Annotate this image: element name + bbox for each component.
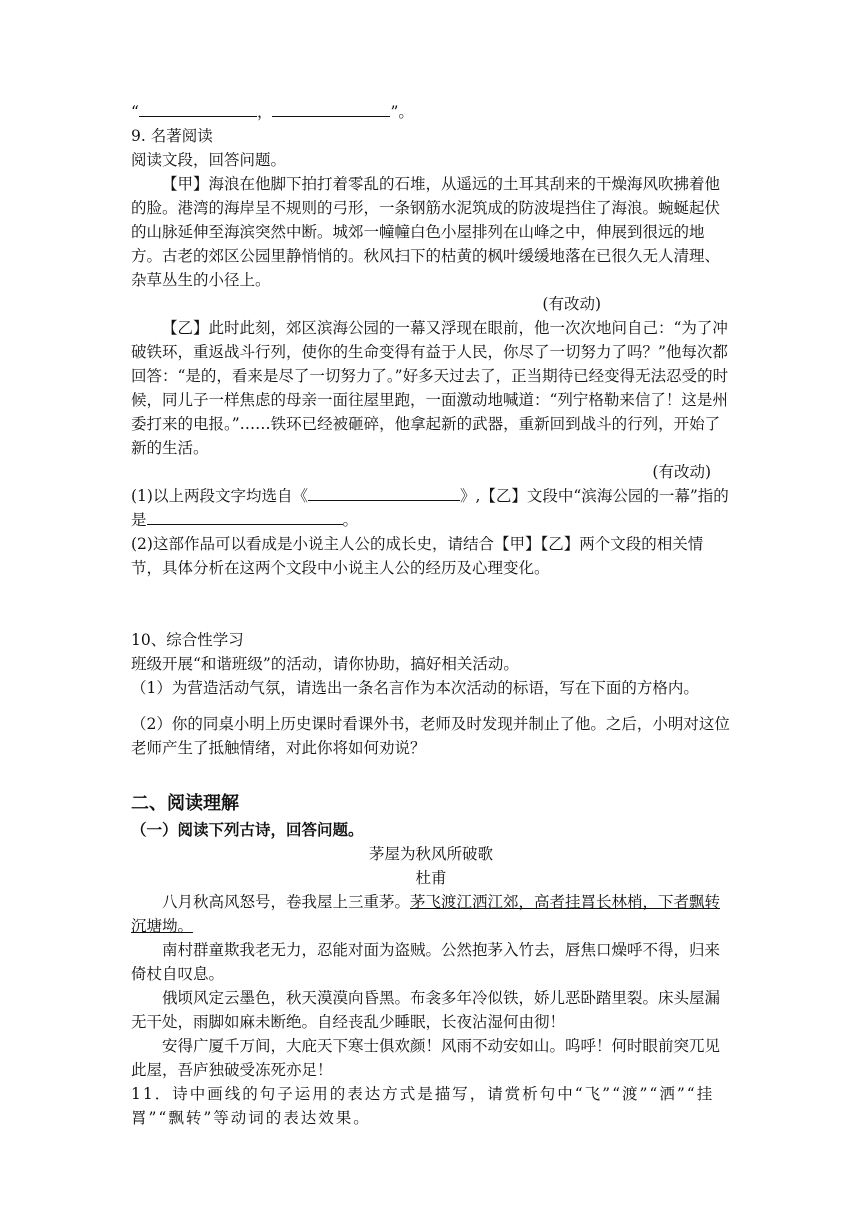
answer-space[interactable]	[131, 580, 731, 628]
poem-title: 茅屋为秋风所破歌	[368, 845, 493, 863]
stanza-text: 八月秋高风怒号，卷我屋上三重茅。	[162, 893, 411, 911]
poem-stanza: 安得广厦千万间，大庇天下寒士俱欢颜！风雨不动安如山。呜呼！何时眼前突兀见此屋，吾庐独破受冻死亦足！	[131, 1037, 721, 1079]
q10-sub1: （1）为营造活动气氛，请选出一条名言作为本次活动的标语，写在下面的方格内。	[131, 679, 699, 697]
comma: ，	[256, 103, 273, 121]
q10-title: 10、综合性学习	[131, 631, 244, 649]
poem-stanza: 南村群童欺我老无力，忍能对面为盗贼。公然抱茅入竹去，唇焦口燥呼不得，归来倚杖自叹息。	[131, 941, 721, 983]
q11: 11．诗中画线的句子运用的表达方式是描写，请赏析句中“飞”“渡”“洒”“挂罥”“飘转”等动词的表达效果。	[131, 1085, 715, 1127]
answer-space[interactable]	[131, 760, 731, 790]
book-title-blank[interactable]	[308, 484, 460, 501]
q9-sub1-text: (1)以上两段文字均选自《	[131, 487, 308, 505]
q9-sub1-text: 》,【乙】文段中“滨海公园的一幕”指的是	[131, 487, 729, 529]
q9-instruction: 阅读文段，回答问题。	[131, 151, 287, 169]
fill-in-line	[131, 100, 731, 124]
passage-yi: 【乙】此时此刻，郊区滨海公园的一幕又浮现在眼前，他一次次地问自己：“为了冲破铁环，重返战斗行列，使你的生命变得有益于人民，你尽了一切努力了吗？”他每次都回答：“是的，看来是尽了一切努力了。”好多天过去了，正当期待已经变得无法忍受的时候，同儿子一样焦虑的母亲一面往屋里跑，一面激动地喊道：“列宁格勒来信了！这是州委打来的电报。”……铁环已经被砸碎，他拿起新的武器，重新回到战斗的行列，开始了新的生活。	[131, 319, 729, 457]
section-part-heading: （一）阅读下列古诗，回答问题。	[131, 820, 364, 839]
poem-stanza	[131, 890, 731, 938]
q10-intro: 班级开展“和谐班级”的活动，请你协助，搞好相关活动。	[131, 655, 519, 673]
open-quote: “	[131, 103, 139, 121]
q10-sub2: （2）你的同桌小明上历史课时看课外书，老师及时发现并制止了他。之后，小明对这位老师产生了抵触情绪，对此你将如何劝说？	[131, 715, 730, 757]
document-page	[131, 100, 731, 1130]
poem-author: 杜甫	[415, 869, 447, 887]
q9-title: 9. 名著阅读	[131, 127, 213, 145]
answer-blank[interactable]	[147, 508, 343, 525]
q9-sub1-text: 。	[342, 511, 359, 529]
modified-note: (有改动)	[542, 295, 601, 313]
close-quote: ”。	[390, 103, 414, 121]
answer-blank[interactable]	[139, 100, 257, 117]
q9-sub1	[131, 484, 731, 532]
q9-sub2: (2)这部作品可以看成是小说主人公的成长史，请结合【甲】【乙】两个文段的相关情节，具体分析在这两个文段中小说主人公的经历及心理变化。	[131, 535, 704, 577]
poem-stanza: 俄顷风定云墨色，秋天漠漠向昏黑。布衾多年冷似铁，娇儿恶卧踏里裂。床头屋漏无干处，雨脚如麻未断绝。自经丧乱少睡眠，长夜沾湿何由彻！	[131, 989, 721, 1031]
answer-space[interactable]	[131, 700, 731, 712]
section-heading: 二、阅读理解	[131, 793, 239, 814]
passage-jia: 【甲】海浪在他脚下拍打着零乱的石堆，从遥远的土耳其刮来的干燥海风吹拂着他的脸。港湾的海岸呈不规则的弓形，一条钢筋水泥筑成的防波堤挡住了海浪。蜿蜒起伏的山脉延伸至海滨突然中断。城郊一幢幢白色小屋排列在山峰之中，伸展到很远的地方。古老的郊区公园里静悄悄的。秋风扫下的枯黄的枫叶缓缓地落在已很久无人清理、杂草丛生的小径上。	[131, 175, 721, 289]
answer-blank[interactable]	[272, 100, 390, 117]
modified-note: (有改动)	[652, 463, 711, 481]
underlined-line: 茅飞渡江洒江郊，高者挂罥长林梢，下者飘转沉塘坳。	[131, 893, 721, 935]
